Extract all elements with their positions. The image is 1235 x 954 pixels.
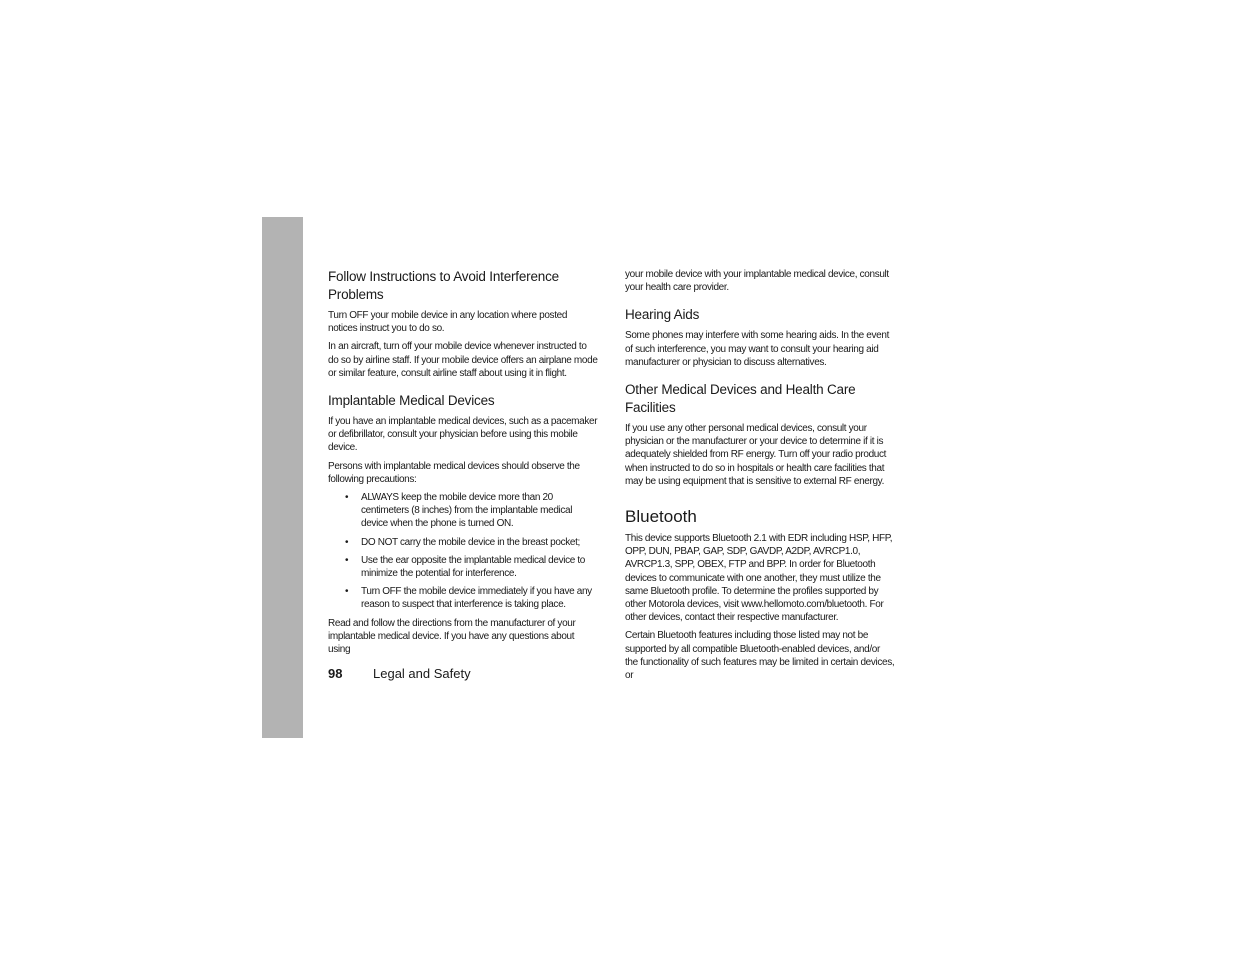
heading-other-medical: Other Medical Devices and Health Care Facilities [625, 382, 856, 416]
side-tab-bar [262, 217, 303, 738]
heading-interference: Follow Instructions to Avoid Interference Problems [328, 269, 559, 302]
heading-bluetooth: Bluetooth [625, 507, 697, 527]
page-number: 98 [328, 666, 343, 681]
list-item: • Use the ear opposite the implantable medical device to minimize the potential for interference. [345, 554, 586, 580]
paragraph-continued: your mobile device with your implantable medical device, consult your health care provider. [625, 269, 889, 294]
paragraph-turn-off: Turn OFF your mobile device in any location where posted notices instruct you to do so. [328, 310, 568, 335]
paragraph-other-medical: If you use any other personal medical devices, consult your physician or the manufacturer or your device to determine if it is adequately shielded from RF energy. Turn off your radio product when instructed to do so in hospitals or health care facilities that may be using equipment that is sensitive to external RF energy. [625, 423, 887, 487]
page-footer [328, 665, 471, 683]
paragraph-bluetooth-features: Certain Bluetooth features including those listed may not be supported by all compatible Bluetooth-enabled devices, and/or the functionality of such features may be limited in certain devices, or [625, 630, 895, 682]
list-item: • DO NOT carry the mobile device in the breast pocket; [345, 536, 580, 548]
paragraph-aircraft: In an aircraft, turn off your mobile device whenever instructed to do so by airline staff. If your mobile device offers an airplane mode or similar feature, consult airline staff about using it in flight. [328, 341, 598, 379]
paragraph-hearing-aids: Some phones may interfere with some hearing aids. In the event of such interference, you may want to consult your hearing aid manufacturer or physician to discuss alternatives. [625, 330, 890, 368]
paragraph-manufacturer-directions: Read and follow the directions from the manufacturer of your implantable medical device. If you have any questions about using [328, 617, 576, 656]
left-column [328, 268, 598, 661]
paragraph-precautions: Persons with implantable medical devices should observe the following precautions: [328, 460, 580, 485]
list-item: • ALWAYS keep the mobile device more than 20 centimeters (8 inches) from the implantable medical device when the phone is turned ON. [345, 492, 573, 530]
section-title: Legal and Safety [373, 666, 471, 681]
list-item: • Turn OFF the mobile device immediately if you have any reason to suspect that interference is taking place. [345, 586, 592, 611]
precautions-list [328, 491, 598, 612]
right-column [625, 268, 895, 687]
heading-hearing-aids: Hearing Aids [625, 307, 700, 323]
paragraph-bluetooth-support: This device supports Bluetooth 2.1 with EDR including HSP, HFP, OPP, DUN, PBAP, GAP, SDP, GAVDP, A2DP, AVRCP1.0, AVRCP1.3, SPP, OBEX, FTP and BPP. In order for Bluetooth devices to communicate with one another, they must utilize the same Bluetooth profile. To determine the profiles supported by other Motorola devices, visit www.hellomoto.com/bluetooth. For other devices, contact their respective manufacturer. [625, 533, 893, 624]
heading-implantable: Implantable Medical Devices [328, 393, 495, 409]
paragraph-implantable-consult: If you have an implantable medical devices, such as a pacemaker or defibrillator, consult your physician before using this mobile device. [328, 416, 598, 454]
